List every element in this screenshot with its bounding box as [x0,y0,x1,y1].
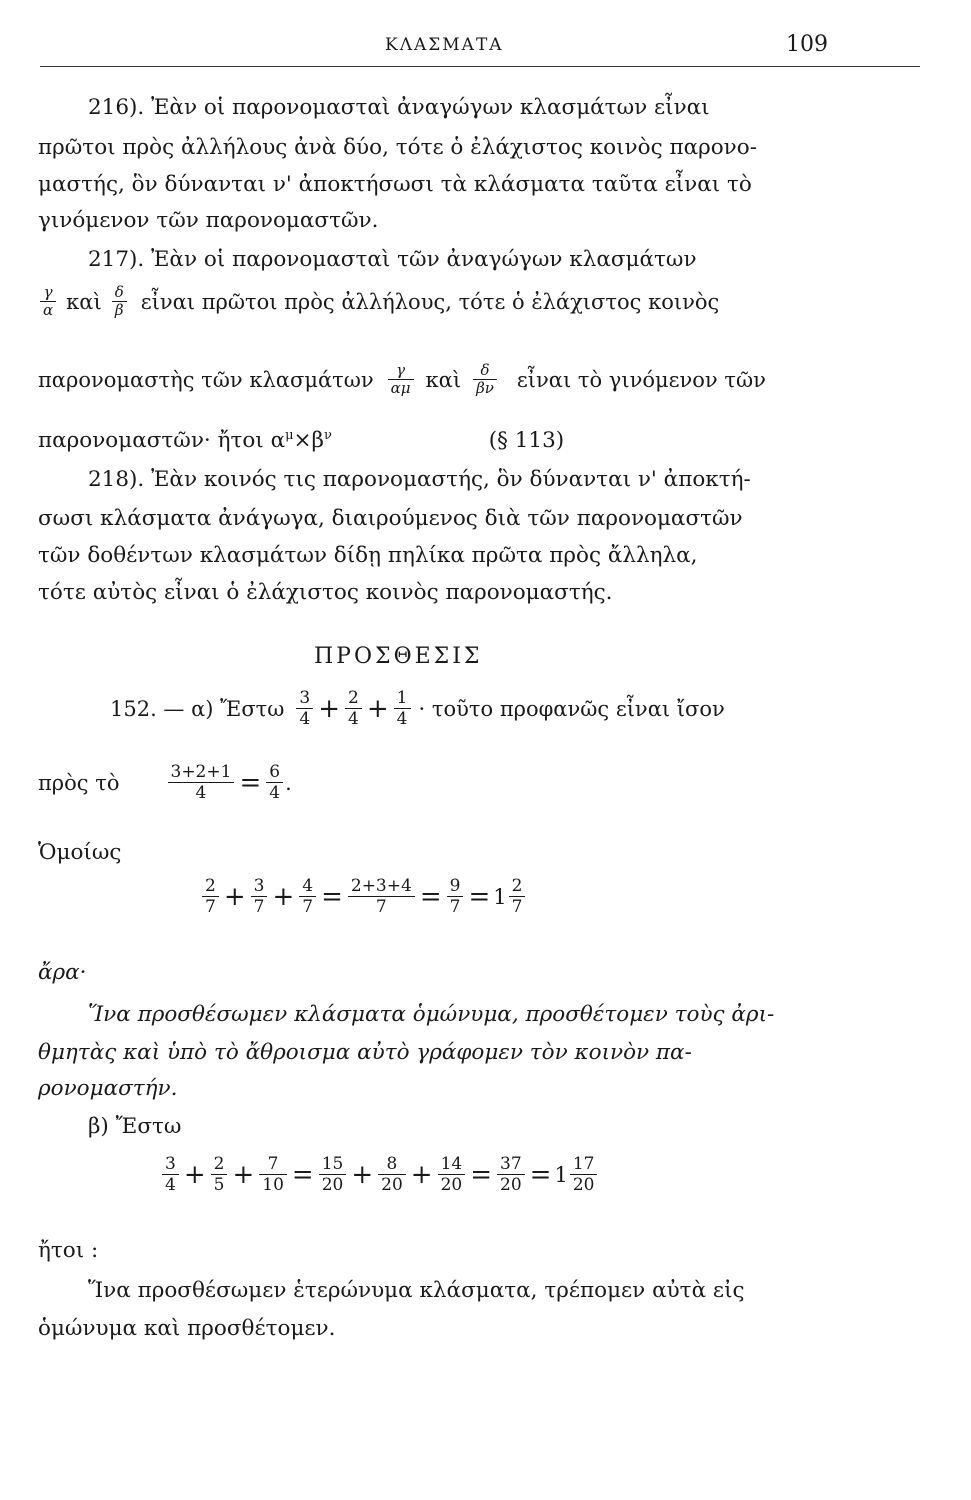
pros-to-line: πρὸς τὸ $\frac{3+2+1}{4}$ = $\frac{6}{4}$ . [38,762,292,803]
p218-line-2: σωσι κλάσματα ἀνάγωγα, διαιρούμενος διὰ τῶν παρονομαστῶν [38,506,743,531]
rule2-line-1: Ἵνα προσθέσωμεν ἑτερώνυμα κλάσματα, τρέπομεν αὐτὰ εἰς [88,1278,745,1303]
fraction-gamma-alpha: $\frac{\gamma}{\alpha}$ [40,284,56,319]
fraction-delta-beta: $\frac{\delta}{\beta}$ [112,284,127,319]
rule1-line-3: ρονομαστήν. [38,1076,178,1101]
equation-sevenths: $\frac{2}{7}$ + $\frac{3}{7}$ + $\frac{4}{7}$ = $\frac{2+3+4}{7}$ = $\frac{9}{7}$ = 1 $\frac{2}{7}$ [200,876,527,917]
p217-line-3: παρονομαστὴς τῶν κλασμάτων $\frac{\gamma}{\alpha\mu}$ καὶ $\frac{\delta}{\beta\nu}$ εἶναι τὸ γινόμενον τῶν [38,361,766,397]
etoi-label: ἤτοι : [38,1238,99,1263]
homoios-label: Ὁμοίως [38,840,122,865]
rule1-line-2: θμητὰς καὶ ὑπὸ τὸ ἄθροισμα αὐτὸ γράφομεν τὸν κοινὸν πα- [38,1040,692,1065]
p218-line-1: 218). Ἐὰν κοινός τις παρονομαστής, ὃν δύνανται ν' ἀποκτή- [88,467,751,492]
p218-line-4: τότε αὐτὸς εἶναι ὁ ἐλάχιστος κοινὸς παρονομαστής. [38,580,613,605]
fraction-2-4: $\frac{2}{4}$ [345,688,362,729]
page-number: 109 [786,32,828,57]
fraction-3-4: $\frac{3}{4}$ [296,688,313,729]
beta-label: β) Ἔστω [88,1114,182,1139]
rule1-line-1: Ἵνα προσθέσωμεν κλάσματα ὁμώνυμα, προσθέτομεν τοὺς ἀρι- [88,1002,775,1027]
fraction-gamma-alpha-mu: $\frac{\gamma}{\alpha\mu}$ [388,362,414,397]
p216-line-4: γινόμενον τῶν παρονομαστῶν. [38,208,379,233]
fraction-6-4: $\frac{6}{4}$ [266,762,283,803]
section-reference: (§ 113) [488,428,565,454]
p216-line-3: μαστής, ὃν δύνανται ν' ἀποκτήσωσι τὰ κλάσματα ταῦτα εἶναι τὸ [38,172,752,197]
running-header-title: ΚΛΑΣΜΑΤΑ [385,35,504,55]
p217-line-2: $\frac{\gamma}{\alpha}$ καὶ $\frac{\delta}{\beta}$ εἶναι πρῶτοι πρὸς ἀλλήλους, τότε ὁ ἐλάχιστος κοινὸς [38,284,719,319]
ara-label: ἄρα· [38,960,87,985]
p217-line-4: παρονομαστῶν· ἤτοι $\alpha^\mu\times\beta^\nu$ (§ 113) [38,428,565,454]
p216-line-1: 216). Ἐὰν οἱ παρονομασταὶ ἀναγώγων κλασμάτων εἶναι [88,95,710,120]
p216-line-2: πρῶτοι πρὸς ἀλλήλους ἀνὰ δύο, τότε ὁ ἐλάχιστος κοινὸς παρονο- [38,135,757,160]
p218-line-3: τῶν δοθέντων κλασμάτων δίδῃ πηλίκα πρῶτα πρὸς ἄλληλα, [38,543,698,568]
header-rule [40,66,920,67]
example-152-line: 152. — α) Ἔστω $\frac{3}{4}$ + $\frac{2}{4}$ + $\frac{1}{4}$ · τοῦτο προφανῶς εἶναι ἴσον [110,688,725,729]
section-heading: ΠΡΟΣΘΕΣΙΣ [314,644,483,669]
fraction-1-4: $\frac{1}{4}$ [394,688,411,729]
rule2-line-2: ὁμώνυμα καὶ προσθέτομεν. [38,1316,336,1341]
fraction-delta-beta-nu: $\frac{\delta}{\beta\nu}$ [473,362,497,397]
p217-line-1: 217). Ἐὰν οἱ παρονομασταὶ τῶν ἀναγώγων κλασμάτων [88,247,697,272]
equation-heteronymous: $\frac{3}{4}$ + $\frac{2}{5}$ + $\frac{7}{10}$ = $\frac{15}{20}$ + $\frac{8}{20}$ + $\frac{14}{20}$ = $\frac{37}{20}$ = 1 $\frac{17}{20}$ [160,1154,599,1195]
fraction-sum-3-2-1: $\frac{3+2+1}{4}$ [168,762,235,803]
